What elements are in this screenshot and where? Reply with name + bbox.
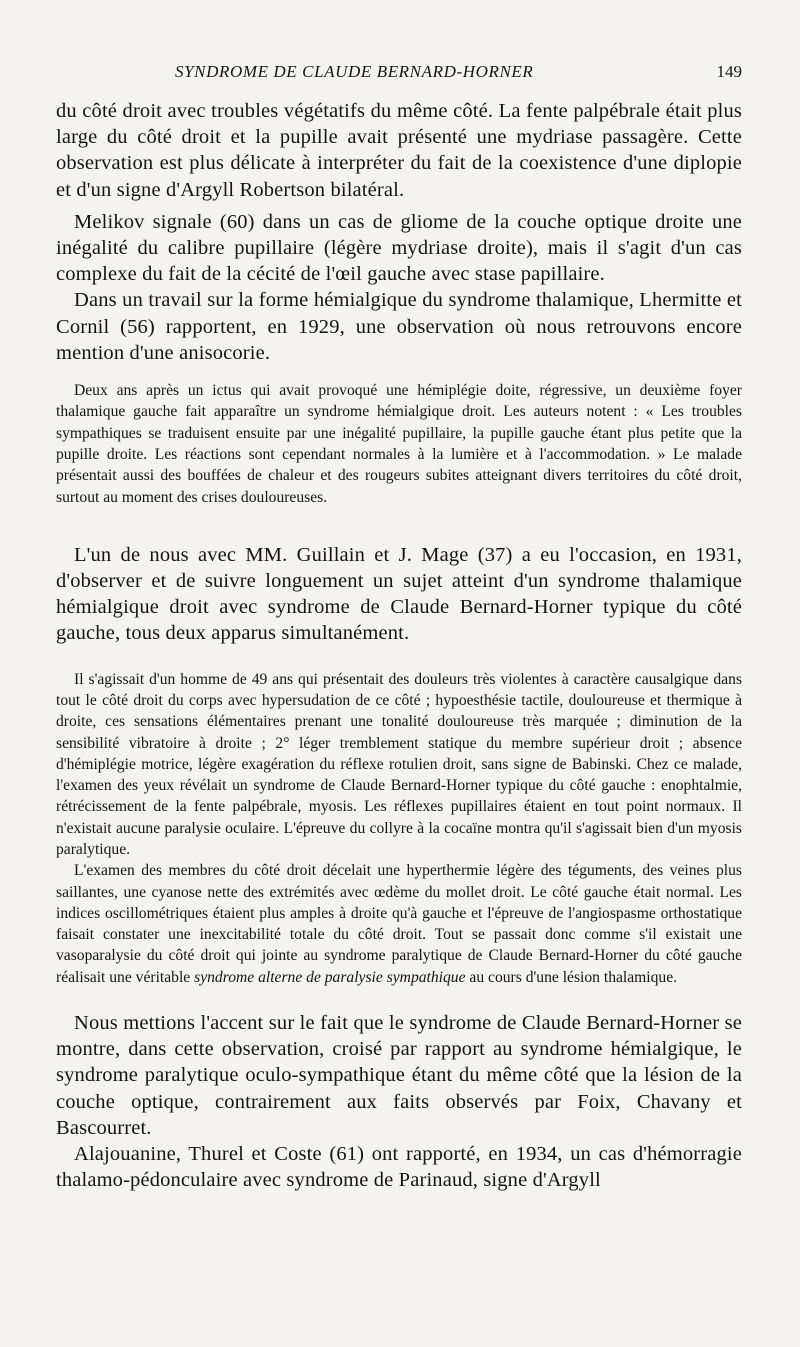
page-number: 149	[716, 62, 742, 81]
observation-case-description: Il s'agissait d'un homme de 49 ans qui présentait des douleurs très violentes à caractère causalgique dans tout le côté droit du corps avec hypersudation de ce côté ; hypoesthésie tactile, douloureuse et thermique à droite, ces sensations élémentaires prenant une tonalité douloureuse très marquée ; diminution de la sensibilité vibratoire à droite ; 2° léger tremblement statique du membre supérieur droit ; absence d'hémiplégie motrice, légère exagération du réflexe rotulien droit, sans signe de Babinski. Chez ce malade, l'examen des yeux révélait un syndrome de Claude Bernard-Horner typique du côté gauche : enophtalmie, rétrécissement de la fente palpébrale, myosis. Les réflexes pupillaires étaient en tout point normaux. Il n'existait aucune paralysie oculaire. L'épreuve du collyre à la cocaïne montra qu'il s'agissait bien d'un myosis paralytique.	[56, 670, 742, 858]
observation-emphasis: syndrome alterne de paralysie sympathique	[194, 968, 466, 986]
paragraph-guillain-mage: L'un de nous avec MM. Guillain et J. Mage (37) a eu l'occasion, en 1931, d'observer et de suivre longuement un sujet atteint d'un syndrome thalamique hémialgique droit avec syndrome de Claude Bernard-Horner typique du côté gauche, tous deux apparus simultanément.	[56, 543, 742, 645]
paragraph-melikov: Melikov signale (60) dans un cas de gliome de la couche optique droite une inégalité du calibre pupillaire (légère mydriase droite), mais il s'agit d'un cas complexe du fait de la cécité de l'œil gauche avec stase papillaire.	[56, 210, 742, 286]
page-content	[56, 98, 742, 1194]
quote-lhermitte-observation: Deux ans après un ictus qui avait provoqué une hémiplégie doite, régressive, un deuxième foyer thalamique gauche fait apparaître un syndrome hémialgique droit. Les auteurs notent : « Les troubles sympathiques se traduisent ensuite par une inégalité pupillaire, la pupille gauche étant plus petite que la pupille droite. Les réactions sont cependant normales à la lumière et à l'accommodation. » Le malade présentait aussi des bouffées de chaleur et des rougeurs subites atteignant divers territoires du côté droit, surtout au moment des crises douloureuses.	[56, 382, 742, 506]
paragraph-lhermitte: Dans un travail sur la forme hémialgique du syndrome thalamique, Lhermitte et Cornil (56) rapportent, en 1929, une observation où nous retrouvons encore mention d'une anisocorie.	[56, 289, 742, 364]
observation-text: L'examen des membres du côté droit décelait une hyperthermie légère des téguments, des veines plus saillantes, une cyanose nette des extrémités avec œdème du mollet droit. Le côté gauche était normal. Les indices oscillométriques étaient plus amples à droite qu'à gauche et l'épreuve de l'angiospasme orthostatique faisait constater une inexcitabilité totale du côté droit. Tout se passait donc comme s'il existait une vasoparalysie du côté droit qui jointe au syndrome paralytique de Claude Bernard-Horner du côté gauche réalisait une véritable	[56, 862, 742, 986]
running-title: SYNDROME DE CLAUDE BERNARD-HORNER	[175, 62, 534, 81]
spacer	[56, 647, 742, 669]
observation-limb-examination	[56, 860, 742, 988]
paragraph-alajouanine: Alajouanine, Thurel et Coste (61) ont rapporté, en 1934, un cas d'hémorragie thalamo-pédonculaire avec syndrome de Parinaud, signe d'Argyll	[56, 1143, 742, 1192]
observation-text-end: au cours d'une lésion thalamique.	[465, 968, 678, 986]
spacer	[56, 366, 742, 380]
spacer	[56, 508, 742, 542]
spacer	[56, 988, 742, 1010]
paragraph-continuation: du côté droit avec troubles végétatifs du même côté. La fente palpébrale était plus large du côté droit et la pupille avait présenté une mydriase passagère. Cette observation est plus délicate à interpréter du fait de la coexistence d'une diplopie et d'un signe d'Argyll Robertson bilatéral.	[56, 100, 742, 201]
page-header	[0, 58, 800, 88]
paragraph-accent: Nous mettions l'accent sur le fait que le syndrome de Claude Bernard-Horner se montre, dans cette observation, croisé par rapport au syndrome hémialgique, le syndrome paralytique oculo-sympathique étant du même côté que la lésion de la couche optique, contrairement aux faits observés par Foix, Chavany et Bascourret.	[56, 1012, 742, 1139]
